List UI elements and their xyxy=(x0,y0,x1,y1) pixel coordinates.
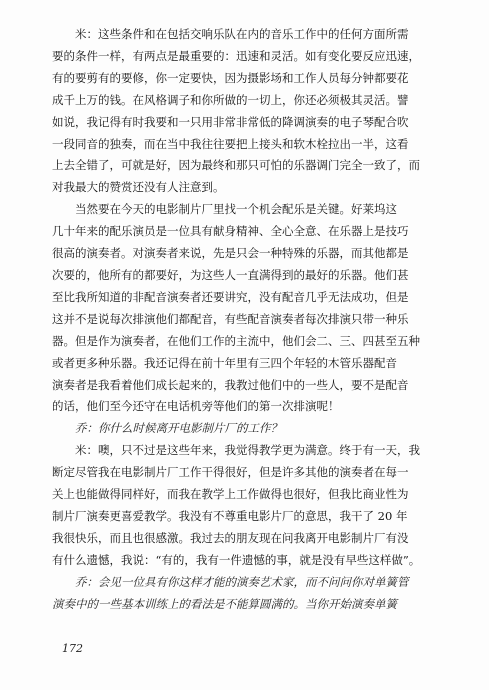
text-line: 有的要剪有的要修，你一定要快，因为摄影场和工作人员每分钟都要花 xyxy=(52,70,409,85)
page-number: 172 xyxy=(62,642,83,655)
text-line: 如说，我记得有时我要和一只用非常非常低的降调演奏的电子琴配合吹 xyxy=(52,114,409,129)
text-line: 演奏者是我看着他们成长起来的，我教过他们中的一些人，要不是配音 xyxy=(52,377,409,392)
text-line: 有什么遗憾，我说：“有的，我有一件遗憾的事，就是没有早些这样做”。 xyxy=(52,552,421,567)
text-line: 乔：你什么时候离开电影制片厂的工作？ xyxy=(75,421,282,436)
text-line: 器。但是作为演奏者，在他们工作的主流中，他们会二、三、四甚至五种 xyxy=(52,333,420,348)
text-line: 当然要在今天的电影制片厂里找一个机会配乐是关键。好莱坞这 xyxy=(75,202,397,217)
text-line: 的话，他们至今还守在电话机旁等他们的第一次排演呢！ xyxy=(52,399,340,414)
text-line: 要的条件一样，有两点是最重要的：迅速和灵活。如有变化要反应迅速， xyxy=(52,48,420,63)
text-line: 或者更多种乐器。我还记得在前十年里有三四个年轻的木管乐器配音 xyxy=(52,355,397,370)
text-line: 我很快乐，而且也很感激。我过去的朋友现在问我离开电影制片厂有没 xyxy=(52,530,409,545)
body-text xyxy=(52,24,449,615)
text-line: 演奏中的一些基本训练上的看法是不能算圆满的。当你开始演奏单簧 xyxy=(52,596,397,611)
text-line: 乔：会见一位具有你这样才能的演奏艺术家，而不问问你对单簧管 xyxy=(75,574,409,589)
text-line: 很高的演奏者。对演奏者来说，先是只会一种特殊的乐器，而其他都是 xyxy=(52,246,409,261)
text-line: 次要的，他所有的都要好，为这些人一直满得到的最好的乐器。他们甚 xyxy=(52,267,409,282)
text-line: 断定尽管我在电影制片厂工作干得很好，但是许多其他的演奏者在每一 xyxy=(52,465,409,480)
text-line: 对我最大的赞赏还没有人注意到。 xyxy=(52,180,225,195)
text-line: 这并不是说每次排演他们都配音，有些配音演奏者每次排演只带一种乐 xyxy=(52,311,409,326)
text-line: 米：这些条件和在包括交响乐队在内的音乐工作中的任何方面所需 xyxy=(75,27,409,41)
text-line: 几十年来的配乐演员是一位具有献身精神、全心全意、在乐器上是技巧 xyxy=(52,224,409,239)
text-line: 米：噢，只不过是这些年来，我觉得教学更为满意。终于有一天，我 xyxy=(75,443,420,458)
text-line: 至比我所知道的非配音演奏者还要讲究，没有配音几乎无法成功，但是 xyxy=(52,289,409,304)
text-line: 一段同音的独奏，而在当中我往往要把上接头和软木栓拉出一半，这看 xyxy=(52,136,409,151)
text-line: 制片厂演奏更喜爱教学。我没有不尊重电影片厂的意思，我干了 20 年 xyxy=(52,508,408,523)
text-line: 关上也能做得同样好，而我在教学上工作做得也很好，但我比商业性为 xyxy=(52,487,409,502)
text-line: 上去全错了，可就是好，因为最终和那只可怕的乐器调门完全一致了，而 xyxy=(52,158,420,173)
text-line: 成千上万的钱。在风格调子和你所做的一切上，你还必须极其灵活。譬 xyxy=(52,92,409,107)
